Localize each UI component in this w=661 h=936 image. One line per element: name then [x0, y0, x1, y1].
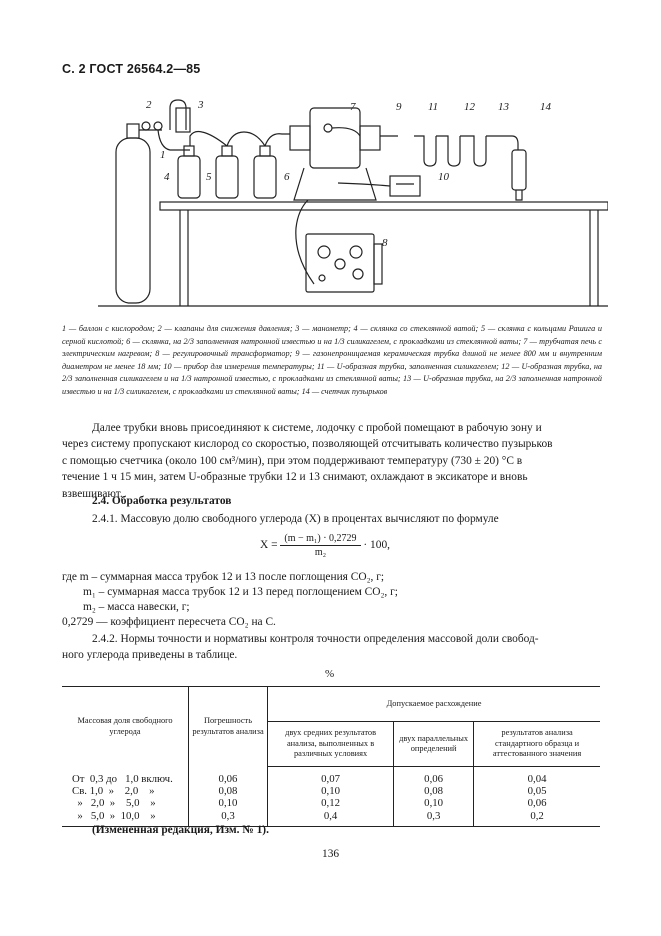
u-tube-13: [460, 136, 486, 166]
legend-line-4: 0,2729 — коэффициент пересчета CO₂ на С.: [62, 616, 276, 628]
diagram-label-6: 6: [284, 171, 290, 183]
diagram-label-1: 1: [160, 149, 166, 161]
diagram-label-7: 7: [350, 101, 356, 113]
formula-numerator: (m − m₁) · 0,2729: [280, 533, 360, 546]
diagram-label-9: 9: [396, 101, 402, 113]
para1-line-5: взвешивают.: [62, 487, 123, 500]
para242-line-2: ного углерода приведены в таблице.: [62, 649, 238, 662]
col-header-mass-fraction: Массовая доля свободного углерода: [62, 687, 189, 767]
formula-rhs: · 100,: [363, 539, 390, 552]
col-header-sub2: двух параллельных определений: [394, 722, 474, 767]
formula-legend: [62, 570, 602, 630]
bench-top: [160, 202, 608, 210]
para1-line-4: течение 1 ч 15 мин, затем U-образные трубки 12 и 13 снимают, охлаждают в эксикаторе и вновь: [62, 471, 528, 484]
table-row: » 2,0 » 5,0 » 0,10 0,12 0,10 0,06: [62, 797, 600, 809]
bottle-5: [216, 156, 238, 198]
diagram-label-13: 13: [498, 101, 509, 113]
u-tube-11: [414, 136, 436, 166]
u-tube-12: [436, 136, 460, 166]
paragraph-2-4-2: [62, 631, 602, 664]
formula: [260, 533, 390, 558]
amendment-note: (Измененная редакция, Изм. № 1).: [92, 824, 269, 836]
formula-denominator: m₂: [314, 547, 327, 558]
section-title: 2.4. Обработка результатов: [92, 495, 232, 507]
para1-line-3: с помощью счетчика (около 100 см³/мин), при этом поддерживают температуру (730 ± 20) °С в: [62, 454, 523, 467]
formula-fraction: [280, 533, 360, 558]
col-header-error: Погрешность результатов анализа: [189, 687, 268, 767]
diagram-label-10: 10: [438, 171, 449, 183]
diagram-label-5: 5: [206, 171, 212, 183]
col-header-sub3: результатов анализа стандартного образца и аттестованного значения: [474, 722, 600, 767]
diagram-label-4: 4: [164, 171, 170, 183]
diagram-label-8: 8: [382, 237, 388, 249]
table-row: От 0,3 до 1,0 включ. 0,06 0,07 0,06 0,04: [62, 767, 600, 786]
bottle-6: [254, 156, 276, 198]
table-unit: %: [325, 668, 335, 680]
legend-line-1: где m – суммарная масса трубок 12 и 13 после поглощения CO₂, г;: [62, 571, 385, 583]
page-header: С. 2 ГОСТ 26564.2—85: [62, 62, 201, 76]
legend-line-3: m₂ – масса навески, г;: [83, 601, 190, 613]
diagram-label-12: 12: [464, 101, 475, 113]
page-number: 136: [322, 848, 340, 860]
paragraph-procedure: [62, 420, 602, 502]
legend-line-2: m₁ – суммарная масса трубок 12 и 13 перед поглощением CO₂, г;: [83, 586, 398, 598]
oxygen-cylinder: [116, 138, 150, 303]
tube-furnace: [310, 108, 360, 168]
formula-lhs: X =: [260, 539, 278, 552]
diagram-label-2: 2: [146, 99, 152, 111]
para242-line-1: 2.4.2. Нормы точности и нормативы контроля точности определения массовой доли свобод-: [92, 633, 539, 645]
para1-line-1: Далее трубки вновь присоединяют к системе, лодочку с пробой помещают в рабочую зону и: [92, 422, 542, 434]
table-row: » 5,0 » 10,0 » 0,3 0,4 0,3 0,2: [62, 810, 600, 827]
bubble-counter: [512, 150, 526, 190]
transformer: [306, 234, 374, 292]
figure-caption: 1 — баллон с кислородом; 2 — клапаны для снижения давления; 3 — манометр; 4 — склянка со стеклянной ватой; 5 — склянка с кольцами Рашига и серной кислотой; 6 — склянка, на 2/3 заполненная натронной известью и на 1/3 силикагелем, с прокладками из стеклянной ваты; 7 — трубчатая печь с электрическим нагревом; 8 — регулировочный трансформатор; 9 — газонепроницаемая керамическая трубка длиной не менее 800 мм и внутренним диаметром не менее 18 мм; 10 — прибор для измерения температуры; 11 — U-образная трубка, заполненная силикагелем; 12 — U-образная трубка, на 2/3 заполненная силикагелем и на 1/3 натронной известью, с прокладками из стеклянной ваты; 13 — U-образная трубка, на 2/3 заполненная натронной известью и на 1/3 силикагелем, с прокладками из стеклянной ваты; 14 — счетчик пузырьков: [62, 324, 602, 396]
para1-line-2: через систему пропускают кислород со скоростью, позволяющей отсчитывать количество пузырьков: [62, 438, 553, 451]
diagram-label-11: 11: [428, 101, 439, 113]
bottle-4: [178, 156, 200, 198]
accuracy-table: [62, 686, 600, 827]
apparatus-diagram: [98, 88, 608, 313]
col-header-group: Допускаемое расхождение: [268, 687, 601, 722]
temperature-meter: [390, 176, 420, 196]
col-header-sub1: двух средних результатов анализа, выполненных в различных условиях: [268, 722, 394, 767]
table-row: Св. 1,0 » 2,0 » 0,08 0,10 0,08 0,05: [62, 785, 600, 797]
diagram-label-3: 3: [198, 99, 204, 111]
diagram-label-14: 14: [540, 101, 551, 113]
paragraph-2-4-1: 2.4.1. Массовую долю свободного углерода (X) в процентах вычисляют по формуле: [92, 513, 499, 525]
